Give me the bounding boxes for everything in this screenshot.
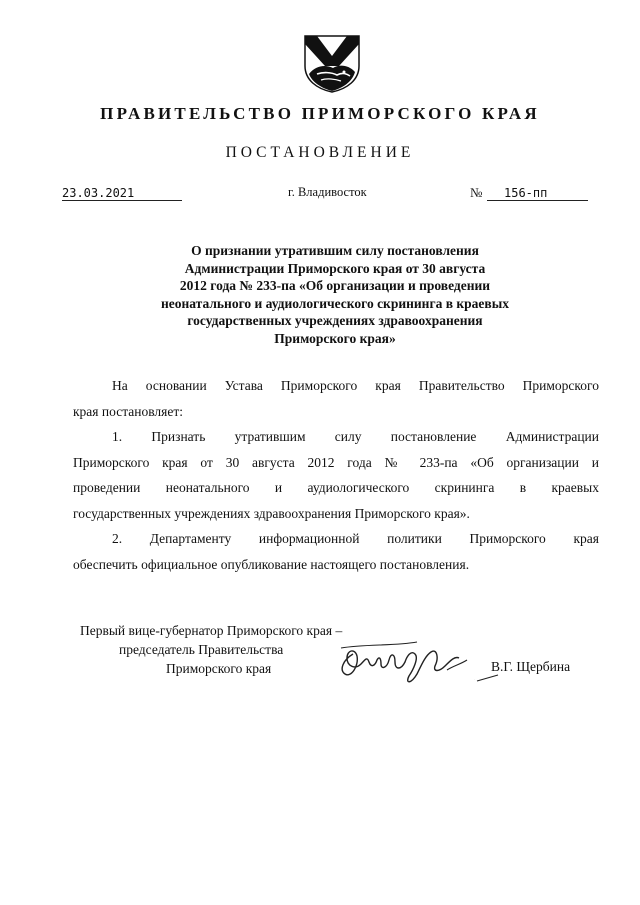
signer-name: В.Г. Щербина xyxy=(491,659,571,674)
subject-line: государственных учреждениях здравоохранения xyxy=(187,313,483,328)
preamble-line: края постановляет: xyxy=(73,403,184,419)
number-sign: № xyxy=(470,185,483,200)
subject-line: Администрации Приморского края от 30 августа xyxy=(184,260,486,276)
subject-line: Приморского края» xyxy=(274,330,396,346)
position-line: председатель Правительства xyxy=(119,642,284,657)
item-1-line: проведении неонатального и аудиологического скрининга в краевых xyxy=(73,480,599,495)
item-1-line: 1. Признать утратившим силу постановление Администрации xyxy=(112,429,599,444)
document-number: 156-пп xyxy=(487,186,588,201)
item-2-line: 2. Департаменту информационной политики Приморского края xyxy=(112,531,599,546)
subject-line: О признании утратившим силу постановления xyxy=(191,243,479,258)
subject-line: неонатального и аудиологического скрининга в краевых xyxy=(160,295,509,311)
item-1-paragraph xyxy=(73,424,599,526)
position-line: Первый вице-губернатор Приморского края – xyxy=(80,623,343,638)
subject-line: 2012 года № 233-па «Об организации и проведении xyxy=(179,278,491,293)
document-date: 23.03.2021 xyxy=(62,186,182,201)
preamble-paragraph xyxy=(73,373,599,424)
item-1-line: Приморского края от 30 августа 2012 года № 233-па «Об организации и xyxy=(73,454,599,470)
document-type: ПОСТАНОВЛЕНИЕ xyxy=(225,144,415,161)
item-1-line: государственных учреждениях здравоохранения Приморского края». xyxy=(73,505,470,521)
coat-of-arms-icon xyxy=(297,34,367,94)
handwritten-signature-icon xyxy=(335,636,475,688)
government-title: ПРАВИТЕЛЬСТВО ПРИМОРСКОГО КРАЯ xyxy=(100,104,540,123)
signatory-position xyxy=(80,621,342,678)
item-2-paragraph xyxy=(73,526,599,577)
preamble-line: На основании Устава Приморского края Правительство Приморского xyxy=(112,378,599,393)
document-subject xyxy=(120,242,550,347)
document-city: г. Владивосток xyxy=(288,185,367,199)
item-2-line: обеспечить официальное опубликование настоящего постановления. xyxy=(73,556,470,572)
position-line: Приморского края xyxy=(166,661,272,676)
